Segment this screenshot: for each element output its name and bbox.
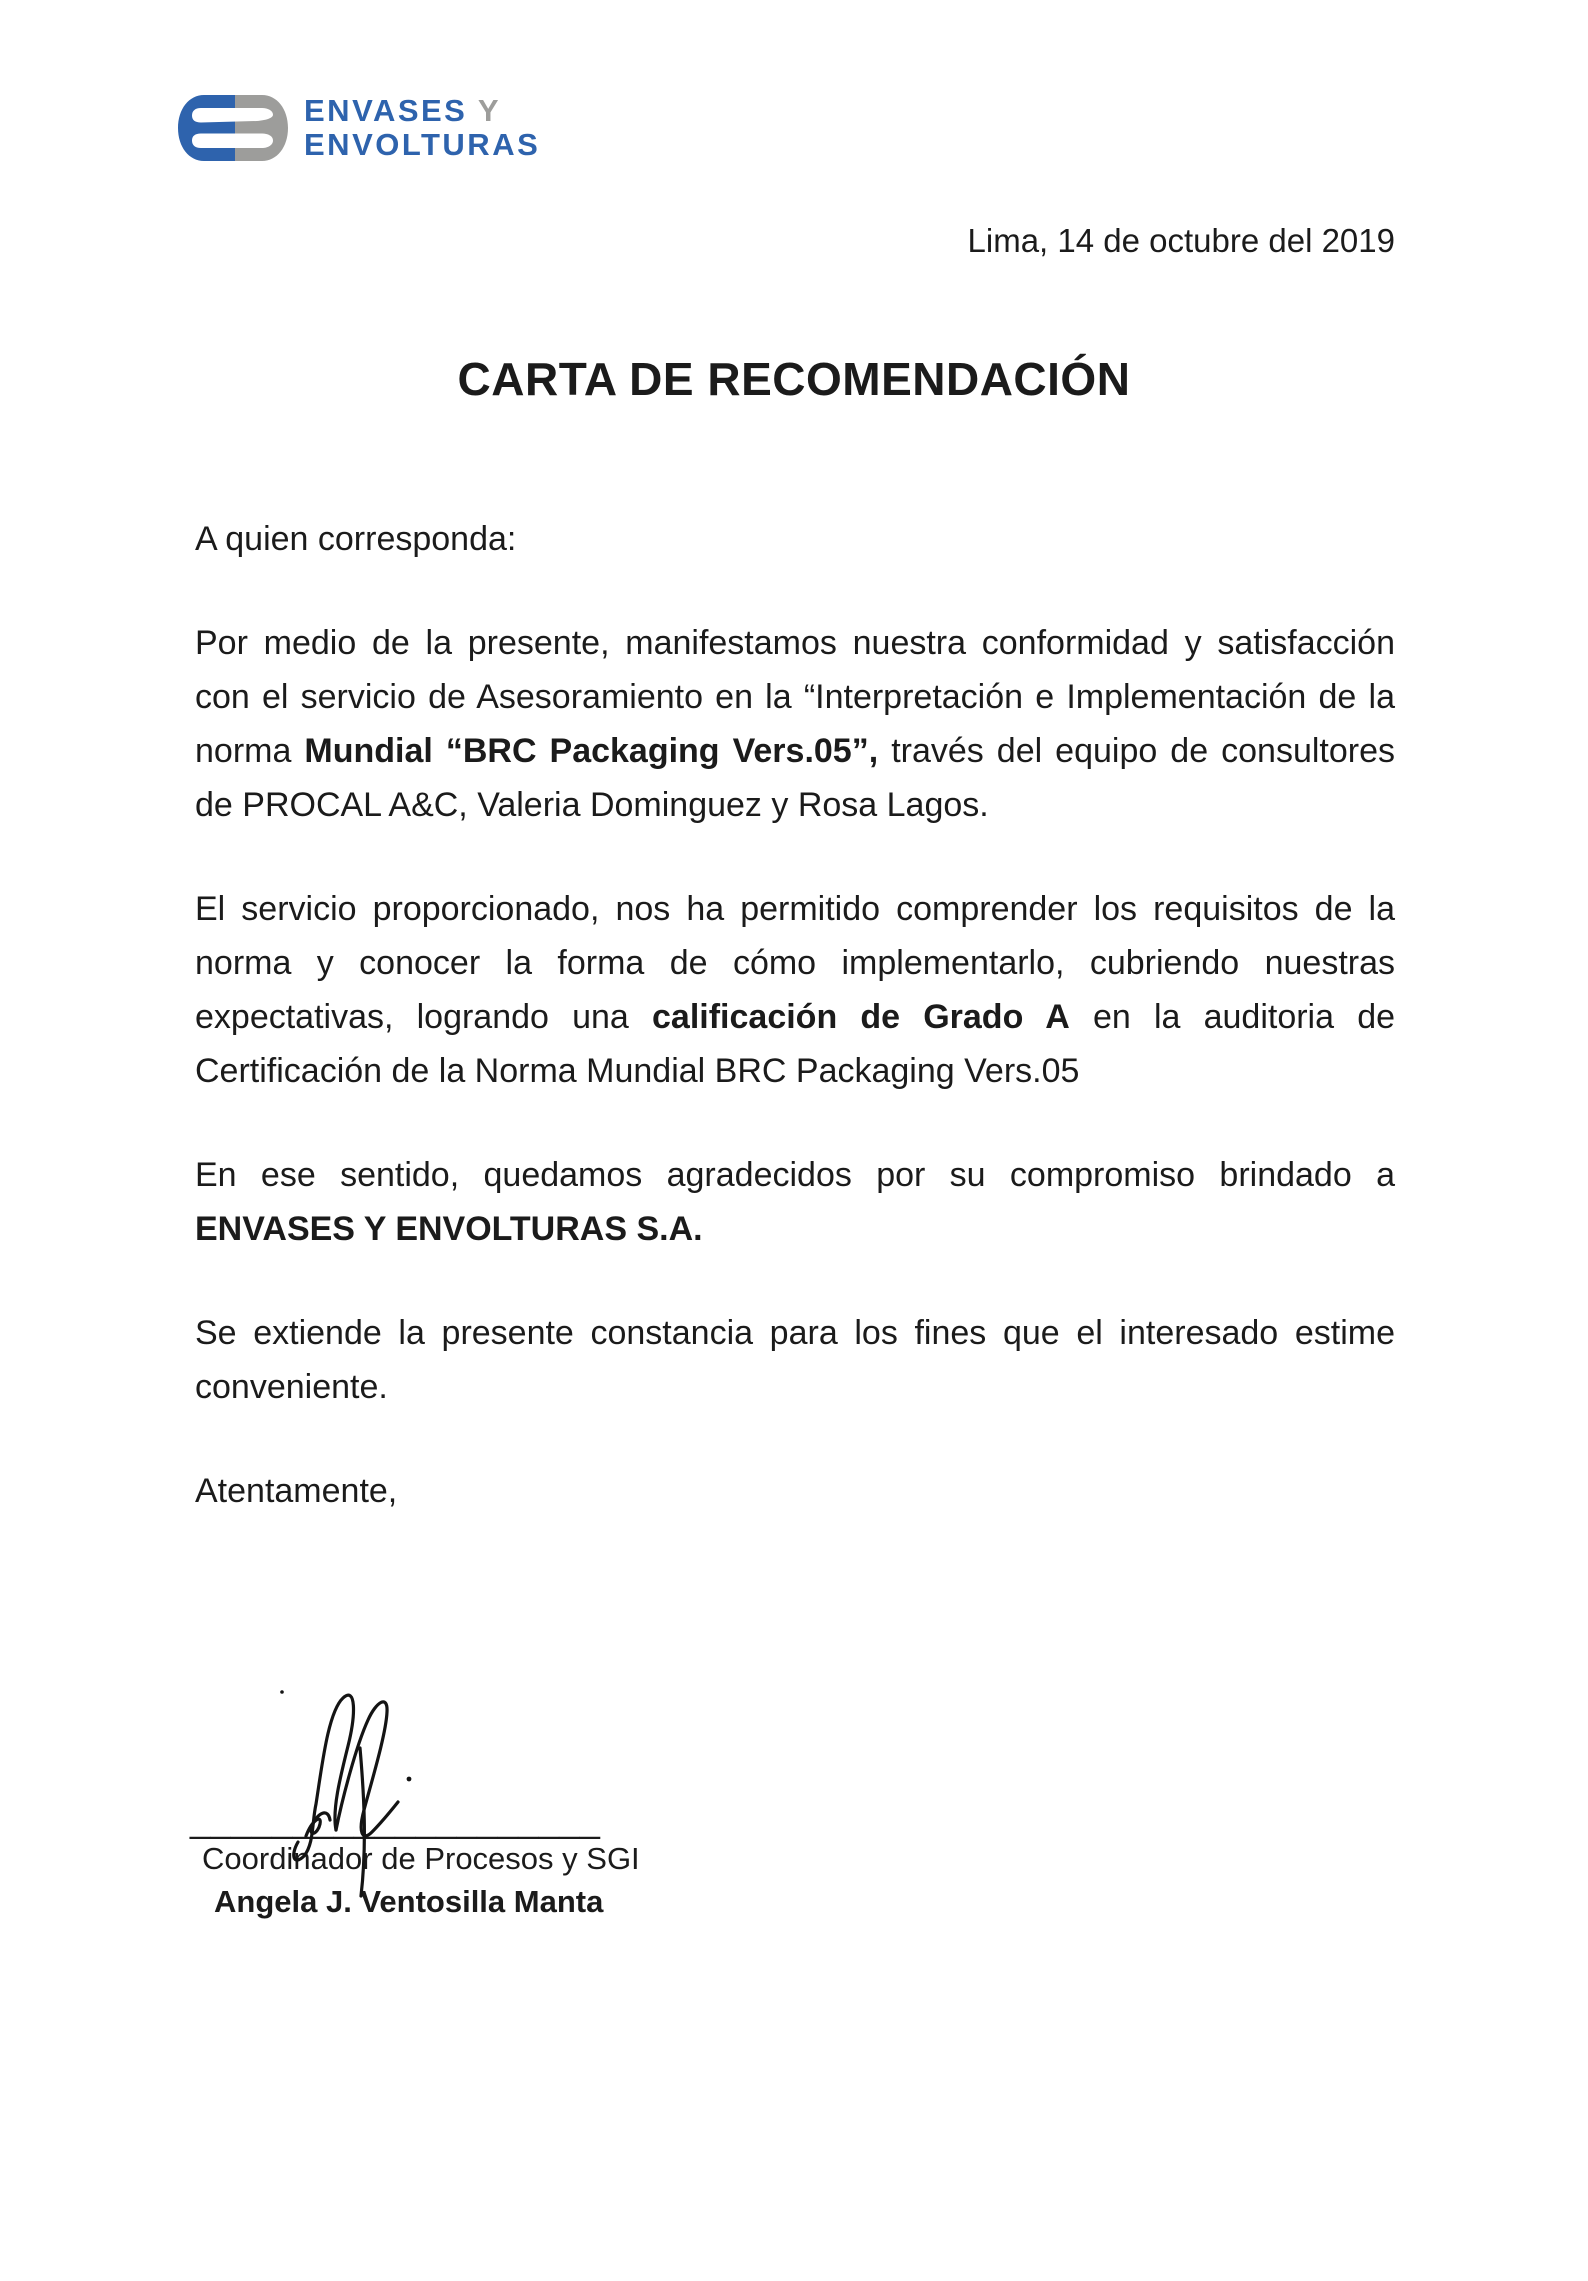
letter-date: Lima, 14 de octubre del 2019 [967, 222, 1395, 259]
paragraph-3 [195, 1148, 1395, 1256]
paragraph-3-pre: En ese sentido, quedamos agradecidos por su compromiso brindado a [195, 1156, 1395, 1194]
company-name-conjunction: Y [467, 93, 502, 128]
closing: Atentamente, [195, 1472, 398, 1510]
envases-monogram-icon [178, 95, 288, 161]
company-logo [178, 94, 540, 162]
paragraph-1-pre: Por medio de la presente, manifestamos nuestra conformidad y satisfacción con el servicio de Asesoramiento en la “Interpretación e Implementación de la norma [195, 624, 1395, 770]
company-name-line1: ENVASES [304, 93, 468, 128]
signer-title: Coordinador de Procesos y SGI [202, 1841, 640, 1876]
paragraph-2-bold: calificación de Grado A [652, 998, 1070, 1036]
signature-line: ____________________ [190, 1799, 601, 1840]
signer-name: Angela J. Ventosilla Manta [214, 1884, 604, 1919]
paragraph-2 [195, 882, 1395, 1098]
letter-title: CARTA DE RECOMENDACIÓN [457, 353, 1131, 405]
salutation: A quien corresponda: [195, 520, 517, 558]
letter-body [195, 512, 1395, 1568]
paragraph-4: Se extiende la presente constancia para los fines que el interesado estime conveniente. [195, 1314, 1395, 1406]
company-name-line2: ENVOLTURAS [304, 127, 541, 162]
paragraph-1-bold: Mundial “BRC Packaging Vers.05”, [304, 732, 879, 770]
paragraph-2-post: en la auditoria de Certificación de la Norma Mundial BRC Packaging Vers.05 [195, 998, 1396, 1090]
paragraph-1 [195, 616, 1395, 832]
company-name [304, 94, 540, 162]
paragraph-1-post: través del equipo de consultores de PROCAL A&C, Valeria Dominguez y Rosa Lagos. [195, 732, 1395, 824]
handwritten-signature-icon [268, 1684, 438, 1909]
paragraph-2-pre: El servicio proporcionado, nos ha permitido comprender los requisitos de la norma y conocer la forma de cómo implementarlo, cubriendo nuestras expectativas, logrando una [195, 890, 1395, 1036]
paragraph-3-bold: ENVASES Y ENVOLTURAS S.A. [195, 1210, 703, 1248]
